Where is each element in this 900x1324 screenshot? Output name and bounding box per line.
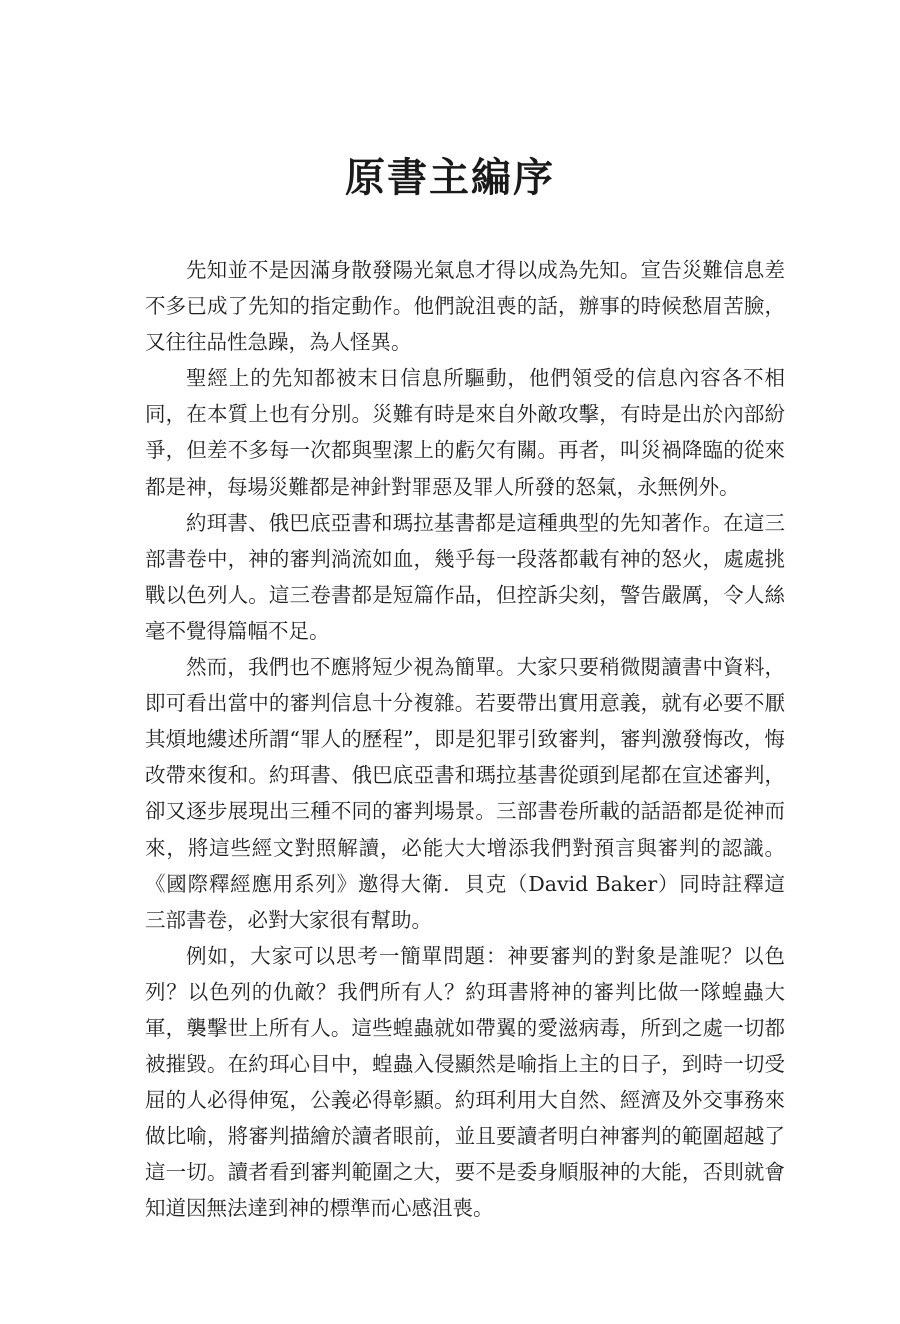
- paragraph-2: 聖經上的先知都被末日信息所驅動，他們領受的信息內容各不相同，在本質上也有分別。災難有時是來自外敵攻擊，有時是出於內部紛爭，但差不多每一次都與聖潔上的虧欠有關。再者，叫災禍降臨的從來都是神，每場災難都是神針對罪惡及罪人所發的怒氣，永無例外。: [145, 366, 785, 499]
- paragraph-1: 先知並不是因滿身散發陽光氣息才得以成為先知。宣告災難信息差不多已成了先知的指定動作。他們說沮喪的話，辦事的時候愁眉苦臉，又往往品性急躁，為人怪異。: [145, 258, 785, 355]
- paragraph-4: 然而，我們也不應將短少視為簡單。大家只要稍微閱讀書中資料，即可看出當中的審判信息十分複雜。若要帶出實用意義，就有必要不厭其煩地縷述所謂“罪人的歷程”，即是犯罪引致審判，審判激發悔改，悔改帶來復和。約珥書、俄巴底亞書和瑪拉基書從頭到尾都在宣述審判，卻又逐步展現出三種不同的審判場景。三部書卷所載的話語都是從神而來，將這些經文對照解讀，必能大大增添我們對預言與審判的認識。《國際釋經應用系列》邀得大衛．貝克（David Baker）同時註釋這三部書卷，必對大家很有幫助。: [145, 655, 785, 932]
- paragraph-5: 例如，大家可以思考一簡單問題：神要審判的對象是誰呢？以色列？以色列的仇敵？我們所有人？約珥書將神的審判比做一隊蝗蟲大軍，襲擊世上所有人。這些蝗蟲就如帶翼的愛滋病毒，所到之處一切都被摧毀。在約珥心目中，蝗蟲入侵顯然是喻指上主的日子，到時一切受屈的人必得伸冤，公義必得彰顯。約珥利用大自然、經濟及外交事務來做比喻，將審判描繪於讀者眼前，並且要讀者明白神審判的範圍超越了這一切。讀者看到審判範圍之大，要不是委身順服神的大能，否則就會知道因無法達到神的標準而心感沮喪。: [145, 943, 785, 1221]
- body-text: [145, 252, 785, 1227]
- paragraph-3: 約珥書、俄巴底亞書和瑪拉基書都是這種典型的先知著作。在這三部書卷中，神的審判淌流如血，幾乎每一段落都載有神的怒火，處處挑戰以色列人。這三卷書都是短篇作品，但控訴尖刻，警告嚴厲，令人絲毫不覺得篇幅不足。: [145, 510, 785, 643]
- page-title: 原書主編序: [345, 155, 555, 201]
